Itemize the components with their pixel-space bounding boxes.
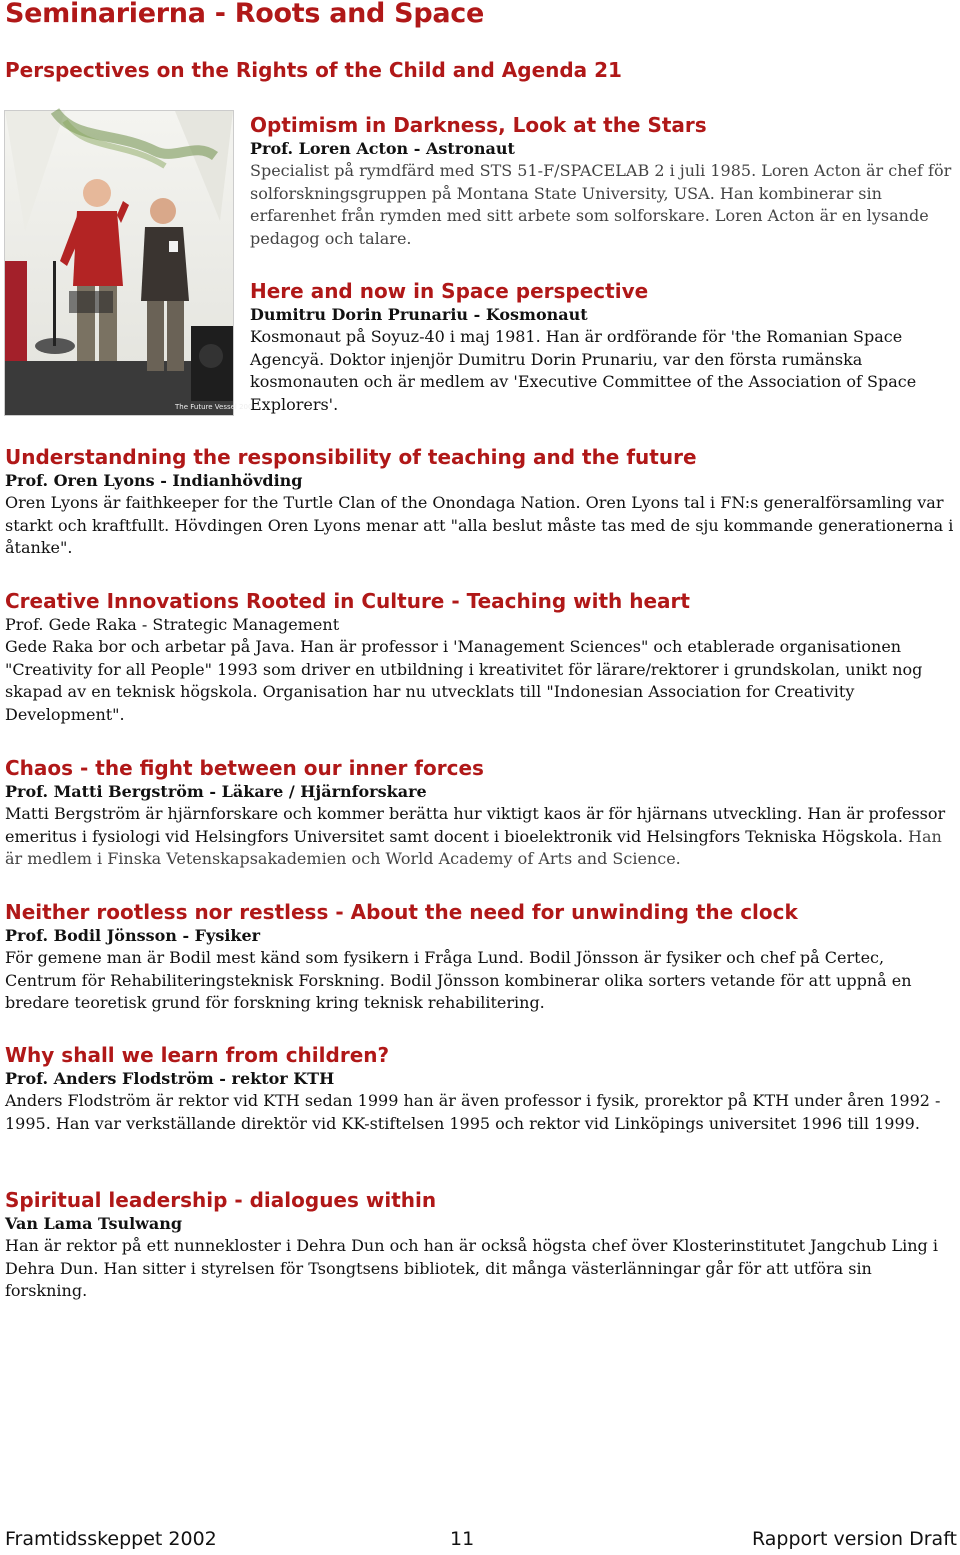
seminar-section	[5, 588, 957, 726]
section-heading: Neither rootless nor restless - About the need for unwinding the clock	[5, 900, 798, 924]
speaker-line: Prof. Gede Raka - Strategic Management	[5, 615, 340, 634]
section-body: Han är rektor på ett nunnekloster i Dehra Dun och han är också högsta chef över Klosterinstitutet Jangchub Ling i Dehra Dun. Han sitter i styrelsen för Tsongtsens bibliotek, dit många västerlänningar går för att utföra sin forskning.	[5, 1236, 938, 1300]
footer-left: Framtidsskeppet 2002	[5, 1528, 217, 1550]
section-heading: Optimism in Darkness, Look at the Stars	[250, 113, 707, 137]
seminar-section	[250, 112, 960, 250]
seminar-section	[5, 899, 957, 1015]
footer-right: Rapport version Draft	[752, 1528, 957, 1550]
section-body: Gede Raka bor och arbetar på Java. Han är professor i 'Management Sciences" och etablerade organisationen "Creativity for all People" 1993 som driver en utbildning i kreativitet för lärare/rektorer i grundskolan, unikt nog skapad av en teknisk högskola. Organisation har nu utvecklats till "Indonesian Association for Creativity Development".	[5, 637, 923, 724]
seminar-section	[250, 278, 960, 416]
speaker-line: Prof. Bodil Jönsson - Fysiker	[5, 926, 261, 945]
section-body-extra: Han är medlem i Finska Vetenskapsakademien och World Academy of Arts and Science.	[5, 826, 942, 868]
section-heading: Here and now in Space perspective	[250, 279, 649, 303]
section-body-main: Matti Bergström är hjärnforskare och kommer berätta hur viktigt kaos är för hjärnans utveckling. Han är professor emeritus i fysiologi vid Helsingfors Universitet samt docent i bioelektronik vid Helsingfors Tekniska Högskola.	[5, 804, 946, 846]
section-heading: Creative Innovations Rooted in Culture - Teaching with heart	[5, 589, 690, 613]
section-heading: Understandning the responsibility of teaching and the future	[5, 445, 697, 469]
seminar-section	[5, 755, 957, 871]
section-heading: Chaos - the fight between our inner forces	[5, 756, 484, 780]
section-heading: Why shall we learn from children?	[5, 1043, 390, 1067]
page-subtitle: Perspectives on the Rights of the Child and Agenda 21	[5, 58, 622, 82]
speaker-line: Prof. Anders Flodström - rektor KTH	[5, 1069, 335, 1088]
speakers-photo	[4, 110, 257, 416]
seminar-section	[5, 444, 957, 560]
seminar-section	[5, 1042, 957, 1135]
seminar-section	[5, 1187, 957, 1303]
page-title: Seminarierna - Roots and Space	[5, 0, 484, 29]
page-number: 11	[450, 1528, 475, 1550]
speaker-line: Van Lama Tsulwang	[5, 1214, 183, 1233]
speaker-line: Prof. Matti Bergström - Läkare / Hjärnforskare	[5, 782, 427, 801]
section-body: Oren Lyons är faithkeeper for the Turtle Clan of the Onondaga Nation. Oren Lyons tal i FN:s generalförsamling var starkt och kraftfullt. Hövdingen Oren Lyons menar att "alla beslut måste tas med de sju kommande generationerna i åtanke".	[5, 493, 954, 557]
speaker-line: Dumitru Dorin Prunariu - Kosmonaut	[250, 305, 588, 324]
photo-caption: The Future Vessel 2002	[175, 403, 257, 411]
section-body	[5, 803, 957, 871]
section-body: Specialist på rymdfärd med STS 51-F/SPACELAB 2 i juli 1985. Loren Acton är chef för solforskningsgruppen på Montana State University, USA. Han kombinerar sin erfarenhet från rymden med sitt arbete som solforskare. Loren Acton är en lysande pedagog och talare.	[250, 161, 952, 248]
section-body: För gemene man är Bodil mest känd som fysikern i Fråga Lund. Bodil Jönsson är fysiker och chef på Certec, Centrum för Rehabiliteringsteknisk Forskning. Bodil Jönsson kombinerar olika sorters vetande för att uppnå en bredare teoretisk grund för forskning kring teknisk rehabilitering.	[5, 948, 912, 1012]
speaker-line: Prof. Loren Acton - Astronaut	[250, 139, 515, 158]
section-body: Kosmonaut på Soyuz-40 i maj 1981. Han är ordförande för 'the Romanian Space Agencyä. Doktor injenjör Dumitru Dorin Prunariu, var den första rumänska kosmonauten och är medlem av 'Executive Committee of the Association of Space Explorers'.	[250, 327, 917, 414]
section-heading: Spiritual leadership - dialogues within	[5, 1188, 437, 1212]
speaker-line: Prof. Oren Lyons - Indianhövding	[5, 471, 303, 490]
section-body: Anders Flodström är rektor vid KTH sedan 1999 han är även professor i fysik, prorektor på KTH under åren 1992 - 1995. Han var verkställande direktör vid KK-stiftelsen 1995 och rektor vid Linköpings universitet 1996 till 1999.	[5, 1091, 941, 1133]
